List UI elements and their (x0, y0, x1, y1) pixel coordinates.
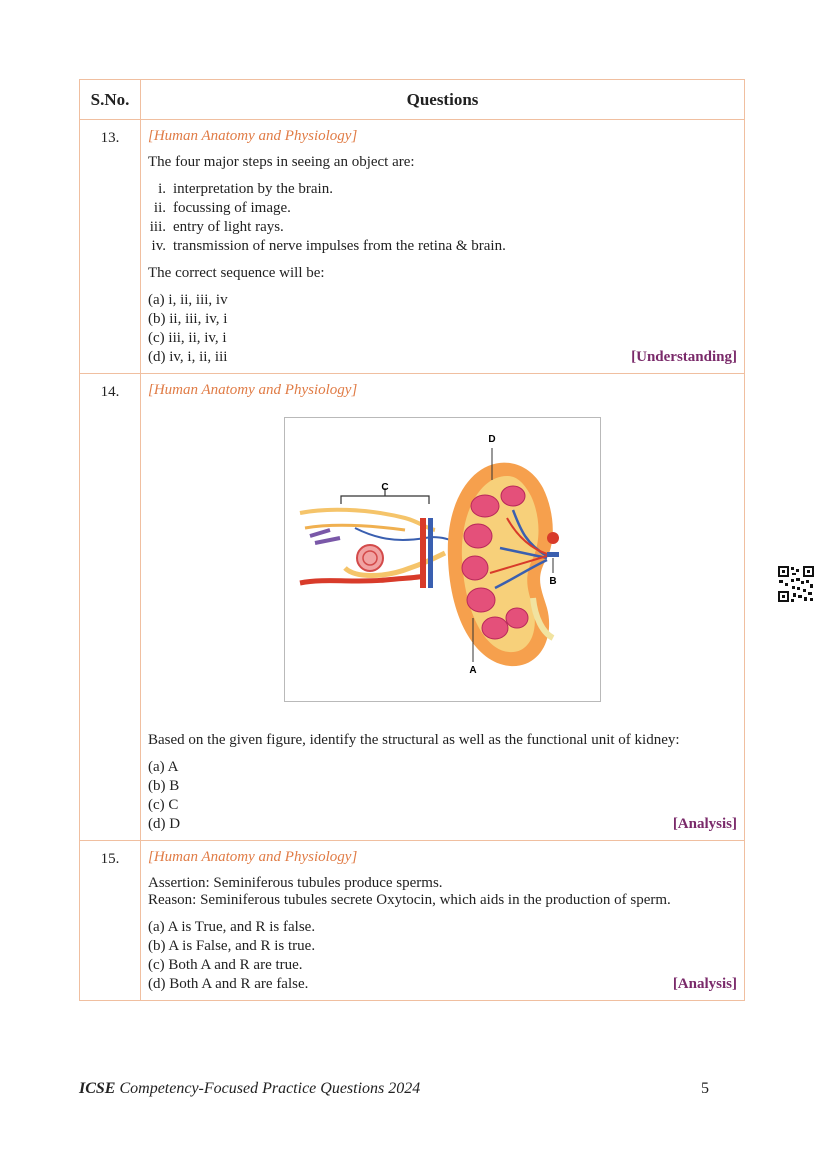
option-b: (b) A is False, and R is true. (148, 938, 316, 954)
topic-tag: [Human Anatomy and Physiology] (148, 382, 358, 398)
question-row-14 (80, 374, 745, 841)
figure-label-d: D (488, 434, 496, 445)
option-d: (d) D (148, 816, 181, 832)
list-item-number: iv. (151, 238, 166, 254)
cognitive-level-badge: [Analysis] (672, 816, 737, 832)
list-item (148, 218, 737, 237)
kidney-illustration (285, 418, 600, 701)
col-header-questions: Questions (141, 80, 745, 120)
question-prompt: Based on the given figure, identify the structural as well as the functional unit of kidney: (148, 732, 680, 748)
topic-tag: [Human Anatomy and Physiology] (148, 849, 358, 865)
option-a: (a) A is True, and R is false. (148, 919, 316, 935)
list-item (148, 199, 737, 218)
questions-table (79, 79, 745, 1001)
list-item-text: focussing of image. (173, 200, 291, 216)
vein-path (310, 530, 340, 543)
footer-brand: ICSE (79, 1080, 116, 1097)
list-item-text: transmission of nerve impulses from the retina & brain. (173, 238, 506, 254)
cognitive-level-badge: [Understanding] (631, 349, 737, 365)
question-content (141, 374, 745, 841)
option-d: (d) iv, i, ii, iii (148, 349, 228, 365)
list-item-text: entry of light rays. (173, 219, 284, 235)
reason-text: Reason: Seminiferous tubules secrete Oxytocin, which aids in the production of sperm. (148, 892, 671, 908)
steps-list (148, 180, 737, 256)
question-number: 15. (80, 841, 141, 1001)
figure-label-a: A (469, 665, 477, 676)
question-row-15 (80, 841, 745, 1001)
question-number: 14. (80, 374, 141, 841)
question-content (141, 841, 745, 1001)
option-b: (b) B (148, 778, 180, 794)
col-header-sno: S.No. (80, 80, 141, 120)
figure-label-b: B (549, 576, 557, 587)
bracket-c (341, 496, 429, 504)
vein-shape (547, 552, 559, 557)
assertion-text: Assertion: Seminiferous tubules produce sperms. (148, 875, 443, 891)
question-stem: The four major steps in seeing an object are: (148, 154, 415, 170)
artery-shape (547, 532, 559, 544)
option-a: (a) i, ii, iii, iv (148, 292, 228, 308)
topic-tag: [Human Anatomy and Physiology] (148, 128, 358, 144)
question-content (141, 120, 745, 374)
option-b: (b) ii, iii, iv, i (148, 311, 228, 327)
question-number: 13. (80, 120, 141, 374)
vein-shape (428, 518, 433, 588)
list-item-number: i. (158, 181, 166, 197)
tubule-path (305, 525, 405, 530)
qr-code-icon[interactable] (777, 565, 815, 603)
list-item-number: ii. (153, 200, 166, 216)
list-item (148, 180, 737, 199)
option-c: (c) iii, ii, iv, i (148, 330, 227, 346)
options-list (148, 291, 737, 367)
figure-label-c: C (381, 482, 389, 493)
artery-shape (420, 518, 426, 588)
question-prompt: The correct sequence will be: (148, 265, 325, 281)
option-a: (a) A (148, 759, 179, 775)
option-c: (c) Both A and R are true. (148, 957, 303, 973)
page-number: 5 (701, 1080, 709, 1097)
list-item (148, 237, 737, 256)
cognitive-level-badge: [Analysis] (672, 976, 737, 992)
option-d: (d) Both A and R are false. (148, 976, 309, 992)
options-list (148, 758, 737, 834)
options-list (148, 918, 737, 994)
kidney-figure (284, 417, 601, 702)
list-item-text: interpretation by the brain. (173, 181, 333, 197)
question-row-13 (80, 120, 745, 374)
list-item-number: iii. (149, 219, 166, 235)
page-footer (79, 1080, 420, 1098)
option-c: (c) C (148, 797, 179, 813)
footer-title: Competency-Focused Practice Questions 2024 (115, 1080, 421, 1097)
glomerulus-shape (357, 545, 383, 571)
table-header-row (80, 80, 745, 120)
